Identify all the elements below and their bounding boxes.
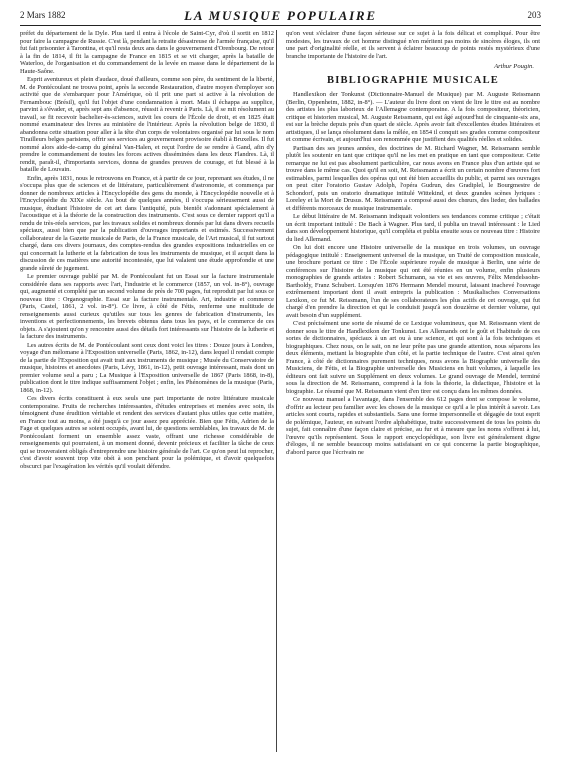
left-column [20,30,274,750]
header-rule [20,25,541,26]
journal-title: LA MUSIQUE POPULAIRE [184,8,377,23]
right-paragraph-1: Handlexikon der Tonkunst (Dictionnaire-Manuel de Musique) par M. Auguste Reissmann (Berlin, Oppenheim, 1882, in-8°). — L'auteur du livre dont on vient de lire le titre est au nombre des artistes les plus laborieux de l'Allemagne contemporaine. A la fois compositeur, théoricien, critique et historien musical, M. Auguste Reissmann, qui est âgé aujourd'hui de cinquante-six ans, est sur la brèche depuis près d'un quart de siècle. Après avoir fait d'excellentes études littéraires et artistiques, il se lança résolument dans la mêlée, en 1854 il conquit ses grades comme compositeur et comme écrivain, et aujourd'hui son renommée que justifient des qualités réelles et solides. [286,91,540,143]
page-number: 203 [527,10,541,20]
right-paragraph-3: Le début littéraire de M. Reissmann indiquait volontiers ses tendances comme critique ; c'était un écrit important intitulé : De Bach à Wagner. Plus tard, il publia un travail intéressant : le Lied dans son développement historique, qu'il compléta et publia ensuite sous ce nouveau titre : Histoire du lied Allemand. [286,213,540,243]
left-paragraph-2: Esprit aventureux et plein d'audace, doué d'ailleurs, comme son père, du sentiment de la liberté, M. de Pontécoulant ne trouva point, après la seconde Restauration, d'autre moyen d'employer son activité que de s'embarquer pour l'Amérique, où il prit une part si active à la révolution de Fernambouc (Brésil), qu'il fut l'objet d'une condamnation à mort. Mais il échappa au supplice, parvint à s'évader, et, après sept ans d'absence, réussit à revenir à Paris. Là, il se mit résolument au travail, se fit recevoir bachelier-ès-sciences, suivit les cours de l'École de droit, et en 1825 était nommé examinateur des livres au ministère de l'intérieur. Après la révolution belge de 1830, il abandonna cette situation pour aller à la tête d'un corps de volontaires organisé par lui sous le nom Tirailleurs belges parisiens, offrir ses services au gouvernement provisoire établi à Bruxelles. Il fut nommé alors aide-de-camp du général Van-Halen, et reçut l'ordre de se rendre à Gand, afin d'y prendre le commandement de toutes les forces actives disséminées dans les deux Flandres. Là, il rendit, paraît-il, d'importants services, donna de grandes preuves de courage, et fut blessé à la bataille de Louvain. [20,76,274,173]
right-intro-paragraph: qu'on veut s'éclairer d'une façon sérieuse sur ce sujet à la fois délicat et compliqué. Pour être modestes, les travaux de cet homme distingué n'en méritent pas moins de sincères éloges, ils ont une part d'originalité réelle, et ils servent à éclairer beaucoup de points restés mystérieux d'une branche importante de l'histoire de l'art. [286,30,540,60]
author-signature: Arthur Pougin. [494,63,534,70]
right-paragraph-4: On lui doit encore une Histoire universelle de la musique en trois volumes, un ouvrage pédagogique intitulé : Enseignement universel de la musique, un Traité de composition musicale, une brochure portant ce titre : De l'École supérieure royale de musique à Berlin, une série de conférences sur l'histoire de la musique qui ont été réunies en un volume, enfin plusieurs monographies de grands artistes : Robert Schumann, sa vie et ses œuvres, Félix Mendelssohn-Bartholdy, Franz Schubert. Lorsqu'en 1876 Hermann Mendel mourut, laissant inachevé l'ouvrage extrêmement important dont il avait entrepris la publication : Musikalisches Conversations Lexikon, ce fut M. Reissmann, l'un de ses collaborateurs les plus actifs de cet ouvrage, qui fut chargé d'en prendre la direction et qui le conduisit jusqu'à son douzième et dernier volume, qui avait besoin d'un supplément. [286,244,540,319]
left-paragraph-5: Les autres écrits de M. de Pontécoulant sont ceux dont voici les titres : Douze jours à Londres, voyage d'un mélomane à l'Exposition universelle (Paris, 1862, in-12), dans lequel il rendait compte de la partie de l'Exposition qui avait trait aux instruments de musique ; Musée du Conservatoire de musique, histoires et anecdotes (Paris, Lévy, 1861, in-12), petit ouvrage intéressant, mais dont un premier volume seul a paru ; La Musique à l'Exposition universelle de 1867 (Paris 1868, in-8), publication dont le titre indique suffisamment l'objet ; enfin, les Phénomènes de la musique (Paris, 1868, in-12). [20,341,274,394]
left-paragraph-4: Le premier ouvrage publié par M. de Pontécoulant fut un Essai sur la facture instrumentale considérée dans ses rapports avec l'art, l'industrie et le commerce (1857, un vol. in-8°), ouvrage qui, augmenté et complété par un second volume de près de 700 pages, fut reproduit par lui sous ce nouveau titre : Organographie. Essai sur la facture instrumentale. Art, industrie et commerce (Paris, Castel, 1861, 2 vol. in-8°). Ce livre, à côté de Fétis, renferme une multitude de renseignements aussi curieux qu'utiles sur tous les genres de fabrication d'instruments, les inventions et perfectionnements, les brevets obtenus dans tous les pays, et le commerce de ces objets. A s'ajoutent qu'on y rencontre aussi des détails fort intéressants sur l'histoire de la lutherie et la facture des instruments. [20,273,274,340]
right-paragraph-5: C'est précisément une sorte de résumé de ce Lexique volumineux, que M. Reissmann vient de donner sous le titre de Handlexikon der Tonkunst. Les Allemands ont le goût et l'habitude de ces sortes de dictionnaires, spéciaux à un art ou à une science, et qui sont à la fois techniques et biographiques. Chez nous, on le sait, on ne leur prête pas une grande attention, nous séparons les deux éléments, mettant la biographie d'un côté, et la partie technique de l'autre. C'est ainsi qu'en France, à côté de dictionnaires purement techniques, nous avons la Biographie universelle des Musiciens, de Fétis, et la Biographie universelle des Musiciens en huit volumes, à laquelle les éditeurs ont fait suivre un Supplément en deux volumes. Le grand ouvrage de Mendel, terminé sous la direction de M. Reissmann, comprend à la fois la théorie, la didactique, l'histoire et la biographie. Le résumé que M. Reissmann vient d'en tirer est conçu dans les mêmes données. [286,320,540,395]
column-divider [276,30,277,752]
right-paragraph-6: Ce nouveau manuel a l'avantage, dans l'ensemble des 612 pages dont se compose le volume, d'offrir au lecteur peu familier avec les choses de la musique ce qu'il a le plus intérêt à savoir. Les articles sont courts, rapides et substantiels. Sans une forme impersonnelle et dégagée de tout esprit de polémique, l'auteur, en suivant l'ordre alphabétique, traite successivement de tous les points du sujet, fait connaître d'une façon claire et précise, au fur et à mesure que les noms s'offrent à lui, l'œuvre qu'ils représentent. Sous le rapport encyclopédique, son livre est généralement digne d'éloges, il ne semble beaucoup moins satisfaisant en ce qui concerne la partie biographique, d'abord parce que l'écrivain ne [286,396,540,456]
left-paragraph-6: Ces divers écrits constituent à eux seuls une part importante de notre littérature musicale contemporaine. Fruits de recherches intéressantes, d'études entreprises et menées avec soin, ils témoignent d'une érudition véritable et rendent des services d'autant plus utiles que cette matière, en France tout au moins, a été jusqu'à ce jour assez peu appréciée. Bien que Fétis, Adrien de la Fage et quelques autres se soient occupés, avant lui, de questions semblables, les travaux de M. de Pontécoulant forment un ensemble assez vaste, offrant une richesse considérable de renseignements qui pourraient, à un moment donné, devenir précieux et faciliter la tâche de ceux qui se trouveraient obligés d'entreprendre une histoire générale de l'art. Ce qu'on peut lui reprocher, c'est d'avoir souvent trop vite obéi à son penchant pour la polémique, et d'avoir quelquefois obscurci par l'exagération les vérités qu'il voulait défendre. [20,395,274,470]
left-paragraph-1: préfet du département de la Dyle. Plus tard il entra à l'école de Saint-Cyr, d'où il sortit en 1812 pour faire la campagne de Russie. C'est là, pendant la retraite désastreuse de l'armée française, qu'il fut fait prisonnier à Tarontina, et qu'il resta deux ans dans le gouvernement d'Orenbourg. De retour à la fin de 1814, il fit la campagne de France en 1815 et se vit charger, après la bataille de Waterloo, de l'organisation et du commandement de la levée en masse dans le département de la Haute-Saône. [20,30,274,75]
running-header [20,8,541,24]
left-paragraph-3: Enfin, après 1831, nous le retrouvons en France, et à partir de ce jour, reprenant ses études, il ne s'occupa plus que de sciences et de littérature, particulièrement d'astronomie, et commença par donner de nombreux articles à l'Encyclopédie des gens du monde, à l'Encyclopédie nouvelle et à l'Encyclopédie du XIXe siècle. Au bout de quelques années, il s'occupa sérieusement aussi de musique, étudiant l'histoire de cet art dans l'antiquité, puis bientôt s'adonnant spécialement à l'acoustique et à la théorie de la construction des instruments. C'est sous ce dernier rapport qu'il a rendu de très-réels services, par les travaux solides et nombreux donnés par lui dans divers recueils spéciaux, aussi bien que par la publication d'ouvrages importants et estimés. Successivement collaborateur de la Gazette musicale de Paris, de la France musicale, de l'Art musical, il fut surtout chargé, dans ces divers journaux, des comptes-rendus des grandes expositions industrielles en ce qui concernait la lutherie et la fabrication de tous les instruments de musique, et il acquit dans la discussion de ces matières une autorité incontestée, que lui valaient une étude approfondie et une grande sûreté de jugement. [20,174,274,272]
right-column [286,30,540,750]
section-title: BIBLIOGRAPHIE MUSICALE [327,75,499,86]
right-paragraph-2: Partisan des ses jeunes années, des doctrines de M. Richard Wagner, M. Reissmann semble plutôt les soutenir en tant que critique qu'il ne les met en pratique en tant que compositeur. Cette remarque ne lui est pas absolument particulière, car nous avons en France plus d'un artiste qui se trouve dans le même cas. Quoi qu'il en soit, M. Reissmann a écrit un certain nombre d'œuvres fort estimables, parmi lesquelles des opéras qui ont été bien accueillis du public, et parmi ses ouvrages on peut citer l'oratorio Gustav Adolph, l'opéra Gudrun, des Gradiplel, le Bourgmestre de Schondorf, puis un oratorio dramatique intitulé Wittekind, et deux grandes scènes lyriques : Loreley et la Mort de Drusus. M. Reissmann a composé aussi des chœurs, des lieder, des ballades et différents morceaux de musique instrumentale. [286,144,540,212]
issue-date: 2 Mars 1882 [20,10,66,20]
